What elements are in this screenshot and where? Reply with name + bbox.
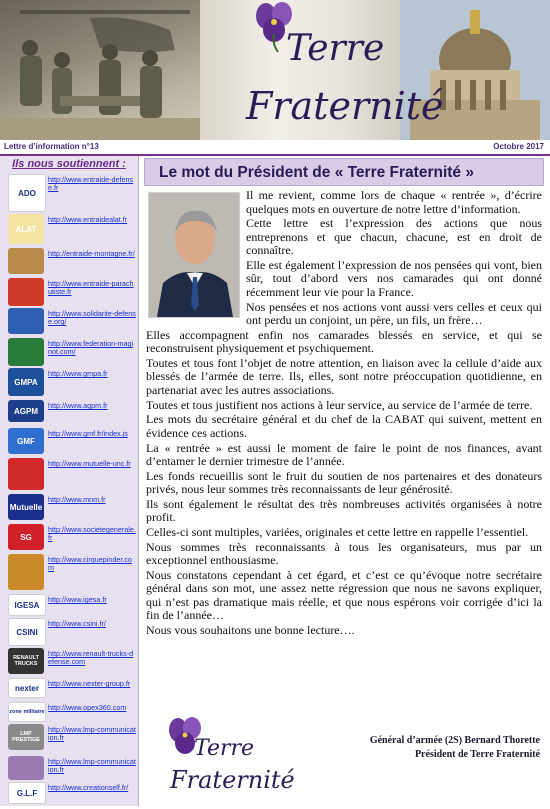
sponsor-link[interactable]: http://www.mnm.fr — [48, 495, 106, 504]
article-paragraph: Les fonds recueillis sont le fruit du soutien de nos partenaires et des donateurs privés, nous leur sommes très reconnaissants de leur générosité. — [146, 468, 542, 497]
article-paragraph: Elles accompagnent enfin nos camarades blessés en service, et qui se reconstruisent physiquement et psychiquement. — [146, 327, 542, 356]
issue-number: Lettre d’information n°13 — [4, 142, 99, 151]
sponsor-logo-text: RENAULT TRUCKS — [13, 655, 39, 667]
main-content — [144, 156, 544, 806]
article-paragraph: Toutes et tous justifient nos actions à leur service, au service de l’armée de terre. — [146, 397, 533, 412]
sponsor-link[interactable]: http://www.nexter-group.fr — [48, 679, 131, 688]
sponsor-logo-text: IGESA — [14, 600, 40, 610]
article-paragraph: Les mots du secrétaire général et du chef de la CABAT qui suivent, mettent en évidence ces actions. — [146, 412, 542, 440]
sponsor-logo-text: Mutuelle — [9, 502, 43, 512]
logo-word-fraternite: Fraternité — [246, 84, 444, 128]
sponsor-logo — [8, 458, 44, 490]
signature-role: Président de Terre Fraternité — [414, 749, 540, 760]
article-title-bar — [144, 158, 544, 186]
sponsor-logo — [8, 594, 46, 616]
signature-name: Général d’armée (2S) Bernard Thorette — [369, 735, 540, 746]
sponsor-link[interactable]: http://www.entraidealat.fr — [48, 215, 128, 224]
sponsor-link[interactable]: http://www.lmp-communication.fr — [48, 725, 136, 742]
sponsor-logo — [8, 428, 44, 454]
article-paragraph: Cette lettre est l’expression des actions que nous entreprenons et que chacun, chacune, est en droit de connaître. — [246, 216, 542, 258]
sponsor-link[interactable]: http://www.entraide-defense.fr — [48, 175, 134, 192]
sponsor-link[interactable]: http://www.igesa.fr — [48, 595, 107, 604]
signature-logo-terre: Terre — [194, 736, 255, 761]
sponsor-logo-text: GMF — [17, 436, 35, 446]
sponsor-logo — [8, 678, 46, 698]
sponsor-link[interactable]: http://www.csini.fr/ — [48, 619, 106, 628]
article-paragraph: Nous sommes très reconnaissants à tous les organisateurs, mus par un exceptionnel enthousiasme. — [146, 539, 542, 568]
sponsor-link[interactable]: http://www.creationself.fr/ — [48, 783, 129, 792]
sponsor-link[interactable]: http://www.gmf.fr/index.js — [48, 429, 128, 438]
sponsor-logo-text: zone militaire — [9, 709, 45, 715]
article-paragraph: Nos pensées et nos actions vont aussi vers celles et ceux qui ont perdu un conjoint, un père, un fils, un frère… — [246, 299, 542, 328]
article-paragraph: Ils sont également le résultat des très nombreuses activités organisées à notre profit. — [146, 496, 542, 525]
sponsor-logo-text: GMPA — [14, 377, 38, 387]
sponsor-logo-text: ADO — [18, 188, 36, 198]
sponsor-logo — [8, 756, 44, 780]
soldiers-photo — [0, 0, 200, 140]
sponsor-logo — [8, 648, 44, 674]
article-paragraph: Elle est également l’expression de nos pensées qui vont, bien sûr, tout d’abord vers nos camarades qui ont donné récemment leur vie pour la France. — [246, 257, 542, 299]
sponsor-logo — [8, 308, 44, 334]
article-paragraph: La « rentrée » est aussi le moment de faire le point de nos finances, avant d’entamer le dernier trimestre de l’année. — [146, 440, 542, 468]
signature-logo-fraternite: Fraternité — [170, 766, 295, 794]
article-title: Le mot du Président de « Terre Fraternité » — [159, 164, 474, 181]
article-paragraph: Celles-ci sont multiples, variées, originales et cette lettre en rappelle l’essentiel. — [146, 525, 529, 540]
article-body — [146, 189, 542, 639]
sponsor-logo — [8, 338, 44, 366]
sponsor-logo — [8, 618, 46, 646]
header-banner — [0, 0, 550, 140]
sponsor-logo — [8, 782, 46, 804]
sponsor-logo — [8, 368, 44, 396]
sponsor-link[interactable]: http://www.renault-trucks-defense.com — [48, 649, 134, 666]
sponsor-logo-text: SG — [20, 532, 32, 542]
sponsor-logo — [8, 174, 46, 212]
sponsor-link[interactable]: http://www.solidarite-defense.org/ — [48, 309, 136, 326]
sponsor-logo — [8, 524, 44, 550]
sponsor-link[interactable]: http://www.federation-maginot.com/ — [48, 339, 134, 356]
sponsor-logo-text: CSINI — [16, 627, 38, 637]
sponsor-link[interactable]: http://www.gmpa.fr — [48, 369, 108, 378]
article-paragraph: Nous constatons cependant à cet égard, et c’est ce qu’évoque notre secrétaire général dans son mot, une assez nette régression que nous ne savons expliquer, qui n’est pas dramatique mais réelle, et que nous espérons voir corrigée d’ici la fin de l’année… — [146, 567, 542, 623]
sponsor-logo — [8, 400, 44, 422]
sponsor-logo-text: ALAT — [15, 224, 37, 234]
sponsor-logo-text: G.L.F — [16, 788, 38, 798]
article-paragraph: Toutes et tous font l’objet de notre attention, en liaison avec la cellule d’aide aux blessés de l’armée de terre. Ils, elles, sont notre préoccupation quotidienne, en partenariat avec les autres associations. — [146, 355, 542, 397]
sponsor-logo — [8, 248, 44, 274]
issue-date: Octobre 2017 — [493, 142, 544, 151]
sponsor-logo — [8, 278, 44, 306]
sponsor-link[interactable]: http://www.mutuelle-unc.fr — [48, 459, 131, 468]
sponsor-logo — [8, 494, 44, 520]
article-paragraph: Il me revient, comme lors de chaque « rentrée », d’écrire quelques mots en ouverture de notre lettre d’information. — [246, 188, 542, 216]
sponsor-link[interactable]: http://www.cirquepinder.com — [48, 555, 132, 572]
sponsor-link[interactable]: http://www.entraide-parachutiste.fr — [48, 279, 134, 296]
article-paragraph: Nous vous souhaitons une bonne lecture…. — [146, 623, 355, 638]
terre-fraternite-logo — [164, 716, 295, 798]
sponsor-link[interactable]: http://www.opex360.com — [48, 703, 127, 712]
sponsors-title: Ils nous soutiennent : — [12, 158, 126, 170]
sponsors-sidebar — [0, 156, 139, 806]
sponsor-logo — [8, 214, 44, 244]
sponsor-link[interactable]: http://www.societegenerale.fr — [48, 525, 136, 542]
logo-word-terre: Terre — [286, 28, 385, 69]
sponsor-logo-text: nexter — [14, 683, 39, 693]
sponsor-link[interactable]: http://www.agpm.fr — [48, 401, 108, 410]
sponsor-link[interactable]: http://entraide-montagne.fr/ — [48, 249, 135, 258]
sponsor-link[interactable]: http://www.lmp-communication.fr — [48, 757, 136, 774]
sponsor-logo-text: AGPM — [14, 406, 38, 416]
sponsor-logo — [8, 554, 44, 590]
sponsor-logo — [8, 724, 44, 750]
issue-bar — [0, 140, 550, 156]
sponsor-logo-text: LMP PRESTIGE — [12, 731, 40, 743]
signature-block — [370, 734, 540, 762]
sponsor-logo — [8, 702, 46, 722]
